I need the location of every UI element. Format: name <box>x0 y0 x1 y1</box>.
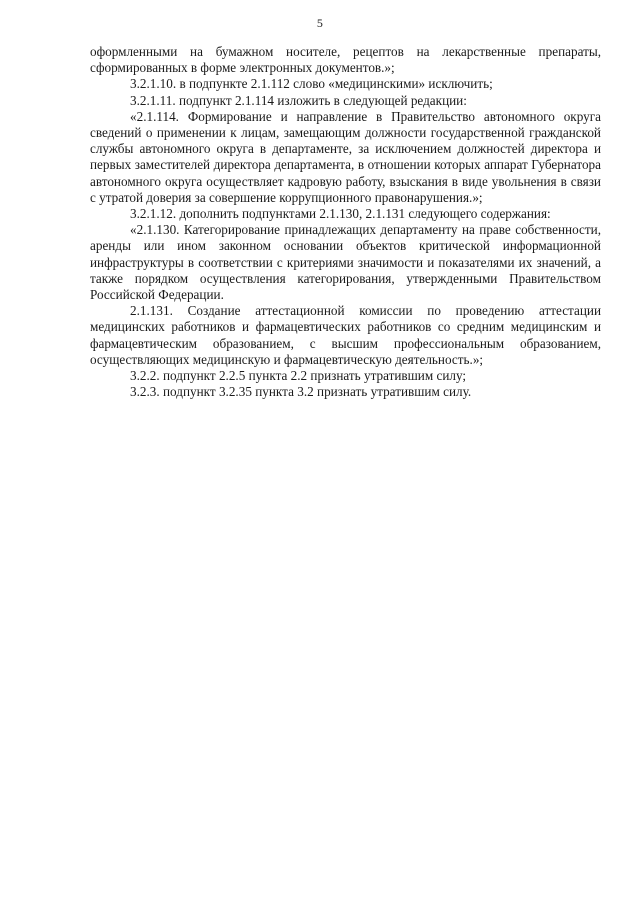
paragraph-continuation: оформленными на бумажном носителе, рецептов на лекарственные препараты, сформированных в форме электронных документов.»; <box>90 44 601 76</box>
paragraph-3-2-3: 3.2.3. подпункт 3.2.35 пункта 3.2 признать утратившим силу. <box>130 384 472 400</box>
paragraph-3-2-2: 3.2.2. подпункт 2.2.5 пункта 2.2 признать утратившим силу; <box>130 368 467 384</box>
paragraph-2-1-131: 2.1.131. Создание аттестационной комиссии по проведению аттестации медицинских работников и фармацевтических работников со средним медицинским и фармацевтическим образованием, с высшим профессиональным образованием, осуществляющих медицинскую и фармацевтическую деятельность.»; <box>90 303 601 367</box>
paragraph-2-1-114: «2.1.114. Формирование и направление в Правительство автономного округа сведений о применении к лицам, замещающим должности государственной гражданской службы автономного округа в департаменте, за исключением должностей директора и первых заместителей директора департамента, в отношении которых аппарат Губернатора автономного округа осуществляет кадровую работу, взыскания в виде увольнения в связи с утратой доверия за совершение коррупционного правонарушения.»; <box>90 108 601 205</box>
paragraph-3-2-1-11: 3.2.1.11. подпункт 2.1.114 изложить в следующей редакции: <box>130 92 467 108</box>
document-body <box>90 44 601 400</box>
paragraph-2-1-130: «2.1.130. Категорирование принадлежащих департаменту на праве собственности, аренды или ином законном основании объектов критической информационной инфраструктуры в соответствии с критериями значимости и показателями их значений, а также порядком осуществления категорирования, утвержденными Правительством Российской Федерации. <box>90 222 601 303</box>
paragraph-3-2-1-12: 3.2.1.12. дополнить подпунктами 2.1.130, 2.1.131 следующего содержания: <box>130 206 551 222</box>
paragraph-3-2-1-10: 3.2.1.10. в подпункте 2.1.112 слово «медицинскими» исключить; <box>130 76 493 92</box>
page-number: 5 <box>316 16 324 30</box>
